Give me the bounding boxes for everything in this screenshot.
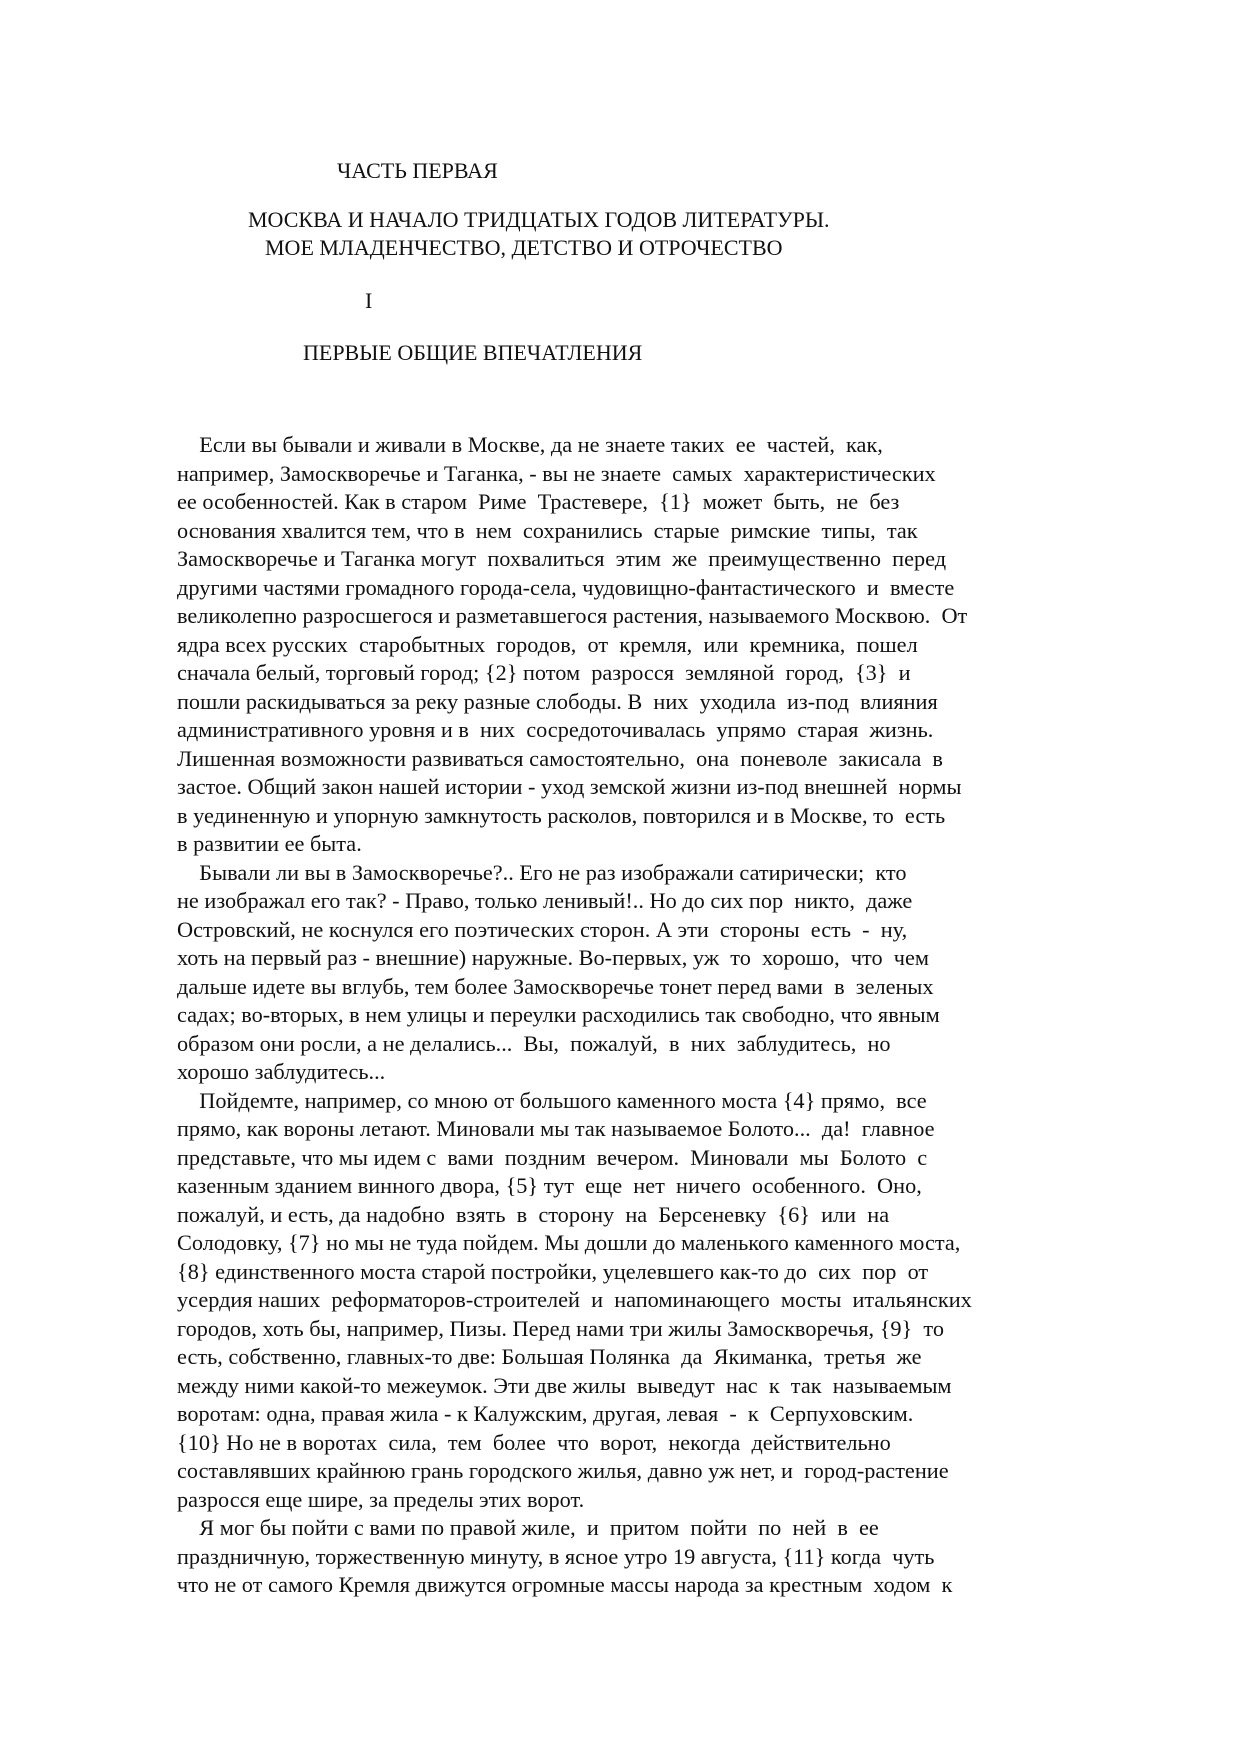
text-line: основания хвалится тем, что в нем сохранились старые римские типы, так [177, 517, 918, 543]
text-line: Лишенная возможности развиваться самостоятельно, она поневоле закисала в [177, 745, 943, 771]
text-line: ядра всех русских старобытных городов, от кремля, или кремника, пошел [177, 631, 918, 657]
text-line: садах; во-вторых, в нем улицы и переулки расходились так свободно, что явным [177, 1002, 940, 1027]
text-line: представьте, что мы идем с вами поздним вечером. Миновали мы Болото с [177, 1144, 928, 1170]
text-line: Замоскворечье и Таганка могут похвалиться этим же преимущественно перед [177, 546, 947, 571]
text-line: пожалуй, и есть, да надобно взять в сторону на Берсеневку {6} или на [177, 1201, 890, 1227]
text-line: {8} единственного моста старой постройки, уцелевшего как-то до сих пор от [177, 1258, 929, 1284]
text-line: образом они росли, а не делались... Вы, пожалуй, в них заблудитесь, но [177, 1030, 891, 1056]
text-line: ее особенностей. Как в старом Риме Трастевере, {1} может быть, не без [177, 489, 900, 514]
body-text [177, 431, 1077, 1600]
text-line: прямо, как вороны летают. Миновали мы так называемое Болото... да! главное [177, 1116, 935, 1141]
text-line: пошли раскидываться за реку разные слободы. В них уходила из-под влияния [177, 688, 938, 714]
text-line: городов, хоть бы, например, Пизы. Перед нами три жилы Замоскворечья, {9} то [177, 1315, 945, 1341]
text-line: между ними какой-то межеумок. Эти две жилы выведут нас к так называемым [177, 1372, 952, 1398]
text-line: хоть на первый раз - внешние) наружные. Во-первых, уж то хорошо, что чем [177, 945, 929, 970]
text-line: в уединенную и упорную замкнутость расколов, повторился и в Москве, то есть [177, 802, 946, 828]
text-line: Солодовку, {7} но мы не туда пойдем. Мы дошли до маленького каменного моста, [177, 1230, 961, 1255]
text-line: сначала белый, торговый город; {2} потом разросся земляной город, {3} и [177, 660, 911, 685]
part-title: ЧАСТЬ ПЕРВАЯ [337, 158, 498, 183]
text-line: Если вы бывали и живали в Москве, да не знаете таких ее частей, как, [177, 432, 883, 457]
text-line: казенным зданием винного двора, {5} тут еще нет ничего особенного. Оно, [177, 1173, 922, 1198]
text-line: застое. Общий закон нашей истории - уход земской жизни из-под внешней нормы [177, 774, 962, 799]
chapter-number: I [365, 288, 373, 313]
subtitle-line-1: МОСКВА И НАЧАЛО ТРИДЦАТЫХ ГОДОВ ЛИТЕРАТУРЫ. [248, 207, 830, 232]
text-line: Островский, не коснулся его поэтических сторон. А эти стороны есть - ну, [177, 916, 908, 942]
text-line: {10} Но не в воротах сила, тем более что ворот, некогда действительно [177, 1429, 891, 1455]
text-line: что не от самого Кремля движутся огромные массы народа за крестным ходом к [177, 1572, 953, 1597]
text-line: Пойдемте, например, со мною от большого каменного моста {4} прямо, все [177, 1087, 927, 1113]
text-line: есть, собственно, главных-то две: Большая Полянка да Якиманка, третья же [177, 1344, 922, 1369]
text-line: составлявших крайнюю грань городского жилья, давно уж нет, и город-растение [177, 1458, 949, 1483]
text-line: другими частями громадного города-села, чудовищно-фантастического и вместе [177, 574, 955, 600]
subtitle-line-2: МОЕ МЛАДЕНЧЕСТВО, ДЕТСТВО И ОТРОЧЕСТВО [265, 235, 783, 260]
text-line: великолепно разросшегося и разметавшегося растения, называемого Москвою. От [177, 603, 968, 628]
text-line: воротам: одна, правая жила - к Калужским, другая, левая - к Серпуховским. [177, 1401, 914, 1426]
chapter-title: ПЕРВЫЕ ОБЩИЕ ВПЕЧАТЛЕНИЯ [303, 340, 643, 365]
text-line: Я мог бы пойти с вами по правой жиле, и притом пойти по ней в ее [177, 1515, 879, 1540]
text-line: административного уровня и в них сосредоточивалась упрямо старая жизнь. [177, 717, 934, 742]
text-line: Бывали ли вы в Замоскворечье?.. Его не раз изображали сатирически; кто [177, 859, 907, 885]
text-line: хорошо заблудитесь... [177, 1059, 386, 1084]
text-line: усердия наших реформаторов-строителей и напоминающего мосты итальянских [177, 1287, 972, 1312]
text-line: не изображал его так? - Право, только ленивый!.. Но до сих пор никто, даже [177, 888, 913, 913]
text-line: разросся еще шире, за пределы этих ворот. [177, 1486, 585, 1512]
text-line: дальше идете вы вглубь, тем более Замоскворечье тонет перед вами в зеленых [177, 973, 934, 999]
text-line: праздничную, торжественную минуту, в ясное утро 19 августа, {11} когда чуть [177, 1543, 935, 1569]
text-line: например, Замоскворечье и Таганка, - вы не знаете самых характеристических [177, 460, 936, 486]
text-line: в развитии ее быта. [177, 831, 362, 856]
